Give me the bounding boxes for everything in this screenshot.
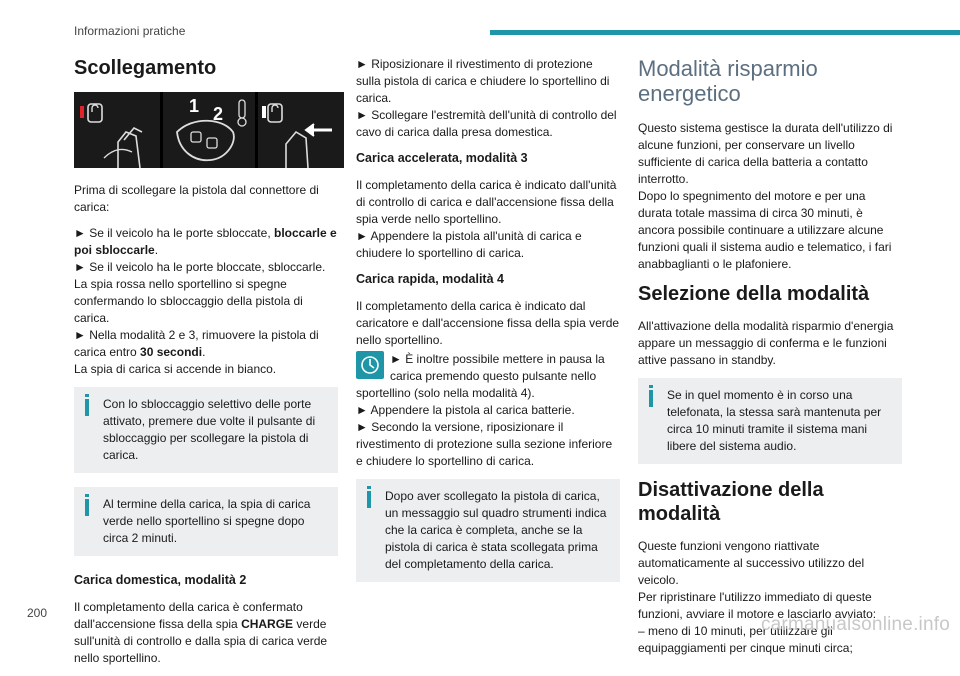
text: ► Nella modalità 2 e 3, rimuovere la pistola di carica entro xyxy=(74,328,319,359)
paragraph: Prima di scollegare la pistola dal connettore di carica: xyxy=(74,183,319,214)
plug-insert-icon xyxy=(258,92,344,168)
column-middle xyxy=(356,56,620,596)
text: ► Se il veicolo ha le porte sbloccate, xyxy=(74,226,274,240)
info-icon xyxy=(649,390,653,407)
info-text: Se in quel momento è in corso una telefonata, la stessa sarà mantenuta per circa 10 minuti tramite il sistema mani libere del sistema audio. xyxy=(667,388,882,453)
panel-unlock xyxy=(74,92,160,168)
subheading-accelerated: Carica accelerata, modalità 3 xyxy=(356,151,528,165)
paragraph: Queste funzioni vengono riattivate automaticamente al successivo utilizzo del veicolo. xyxy=(638,539,865,587)
paragraph: ► Scollegare l'estremità dell'unità di controllo del cavo di carica dalla presa domestica. xyxy=(356,108,617,139)
paragraph: ► È inoltre possibile mettere in pausa la carica premendo questo pulsante nello sportellino (solo nella modalità 4). xyxy=(356,352,605,400)
paragraph: Dopo lo spegnimento del motore e per una durata totale massima di circa 30 minuti, è ancora possibile continuare a utilizzare alcune funzioni quali il sistema audio e telematico, i fari anabbaglianti o le plafoniere. xyxy=(638,189,892,271)
text: . xyxy=(202,345,206,359)
paragraph: La spia di carica si accende in bianco. xyxy=(74,362,277,376)
section-header: Informazioni pratiche xyxy=(74,24,186,38)
info-icon xyxy=(85,399,89,416)
info-icon xyxy=(85,499,89,516)
info-box xyxy=(74,387,338,473)
callout-number-2: 2 xyxy=(213,104,224,124)
pause-button-icon xyxy=(356,351,384,379)
paragraph: ► Se il veicolo ha le porte bloccate, sbloccarle. xyxy=(74,260,326,274)
text: verde sull'unità di controllo e dalla spia di carica verde nello sportellino. xyxy=(74,617,328,665)
section-title-scollegamento: Scollegamento xyxy=(74,57,217,79)
unplug-illustration xyxy=(74,92,338,168)
info-text: Dopo aver scollegato la pistola di carica, un messaggio sul quadro strumenti indica che la carica è completa, anche se la pistola di carica è stata scollegata prima del completamento della carica. xyxy=(385,489,607,571)
paragraph xyxy=(74,599,338,667)
subheading-domestic: Carica domestica, modalità 2 xyxy=(74,573,247,587)
pause-paragraph xyxy=(356,351,620,402)
header-accent-bar xyxy=(490,30,960,35)
paragraph: All'attivazione della modalità risparmio d'energia appare un messaggio di conferma e le funzioni attive passano in standby. xyxy=(638,319,894,367)
callout-number-1: 1 xyxy=(189,96,200,116)
paragraph: ► Appendere la pistola al carica batterie. xyxy=(356,403,575,417)
section-title-energy-saving: Modalità risparmio energetico xyxy=(638,56,818,106)
info-icon xyxy=(367,491,371,508)
bold-text: 30 secondi xyxy=(140,345,203,359)
paragraph xyxy=(74,327,338,361)
paragraph: Per ripristinare l'utilizzo immediato di queste funzioni, avviare il motore e lasciarlo avviato: xyxy=(638,590,877,621)
paragraph: Il completamento della carica è indicato dal caricatore e dall'accensione fissa della spia verde nello sportellino. xyxy=(356,299,620,347)
paragraph xyxy=(74,225,338,259)
panel-plug xyxy=(258,92,344,168)
bold-text: bloccarle e poi sbloccarle xyxy=(74,226,337,257)
paragraph: – meno di 10 minuti, per utilizzare gli equipaggiamenti per cinque minuti circa; xyxy=(638,624,853,655)
paragraph: ► Riposizionare il rivestimento di protezione sulla pistola di carica e chiudere lo sportellino di carica. xyxy=(356,57,610,105)
info-box xyxy=(356,479,620,582)
column-right xyxy=(638,56,902,666)
page-number: 200 xyxy=(27,606,48,620)
text: . xyxy=(154,243,159,257)
paragraph: La spia rossa nello sportellino si spegne confermando lo sbloccaggio della pistola di carica. xyxy=(74,277,303,325)
paragraph: Questo sistema gestisce la durata dell'utilizzo di alcune funzioni, per conservare un livello sufficiente di carica della batteria a contatto interrotto. xyxy=(638,121,893,186)
info-text: Al termine della carica, la spia di carica verde nello sportellino si spegne dopo circa 2 minuti. xyxy=(103,497,311,545)
bold-text: CHARGE xyxy=(241,617,294,631)
panel-key-fob xyxy=(163,92,255,168)
subheading-fast: Carica rapida, modalità 4 xyxy=(356,272,504,286)
section-title-selection: Selezione della modalità xyxy=(638,283,870,305)
unplug-hand-icon xyxy=(74,92,160,168)
column-left xyxy=(74,56,338,676)
info-box xyxy=(638,378,902,464)
text: Il completamento della carica è confermato dall'accensione fissa della spia xyxy=(74,600,303,631)
paragraph: ► Secondo la versione, riposizionare il rivestimento di protezione sulla sezione inferiore e chiudere lo sportellino di carica. xyxy=(356,420,613,468)
watermark: carmanualsonline.info xyxy=(760,614,950,635)
section-title-deactivation: Disattivazione della modalità xyxy=(638,479,824,525)
paragraph: ► Appendere la pistola all'unità di carica e chiudere lo sportellino di carica. xyxy=(356,229,582,260)
info-text: Con lo sbloccaggio selettivo delle porte attivato, premere due volte il pulsante di sbloccaggio per scollegare la pistola di carica. xyxy=(103,397,316,462)
info-box xyxy=(74,487,338,556)
paragraph: Il completamento della carica è indicato dall'unità di controllo di carica e dall'accensione fissa della spia verde nello sportellino. xyxy=(356,178,617,226)
key-fob-icon xyxy=(163,92,255,168)
